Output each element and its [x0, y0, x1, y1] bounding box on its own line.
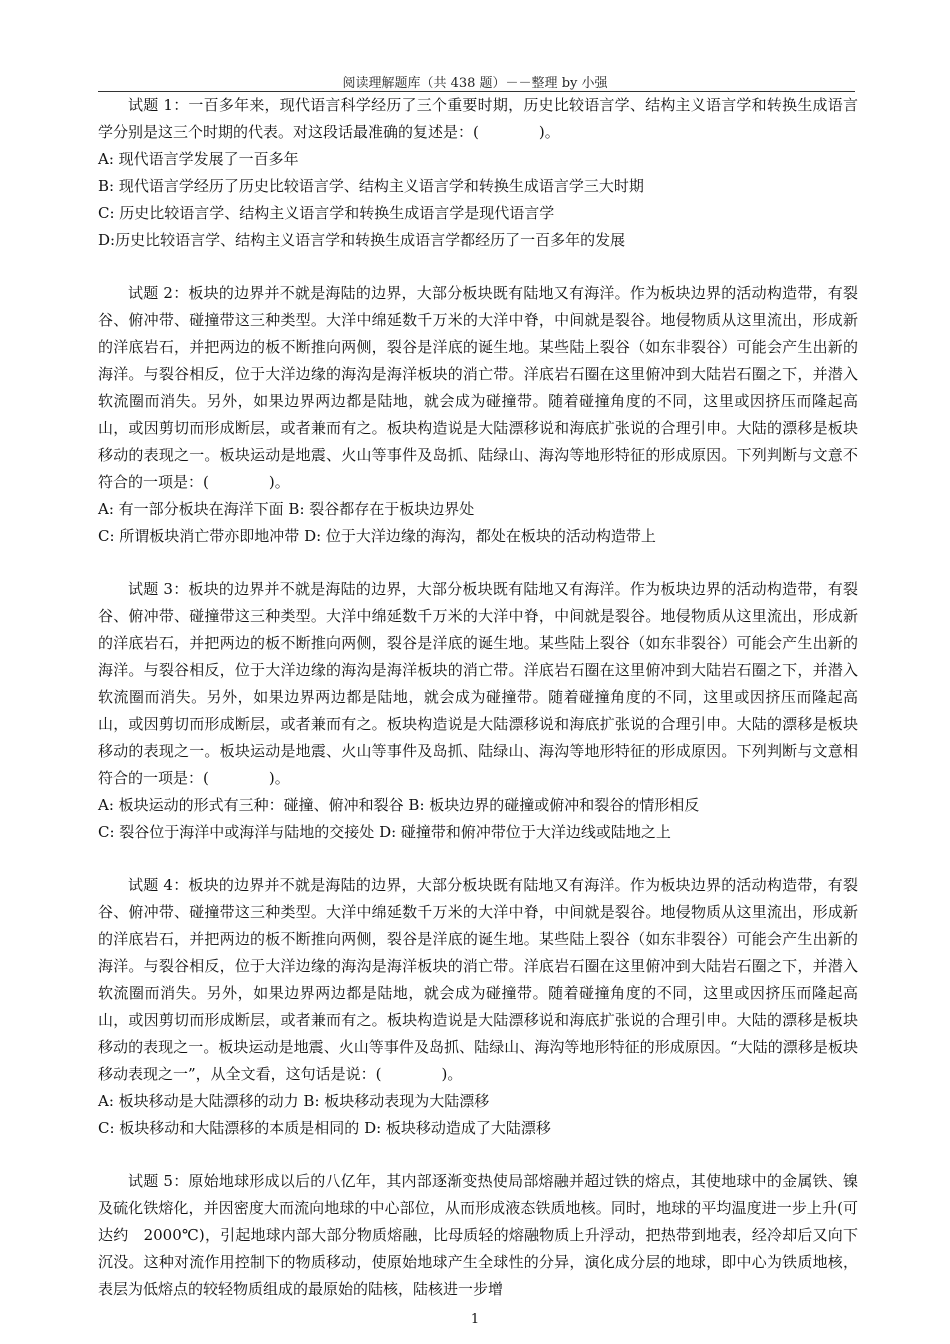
spacer: [98, 1142, 858, 1168]
question-stem: 试题 3：板块的边界并不就是海陆的边界，大部分板块既有陆地又有海洋。作为板块边界的活动构造带，有裂谷、俯冲带、碰撞带这三种类型。大洋中绵延数千万米的大洋中脊，中间就是裂谷。地侵物质从这里流出，形成新的洋底岩石，并把两边的板不断推向两侧，裂谷是洋底的诞生地。某些陆上裂谷（如东非裂谷）可能会产生出新的海洋。与裂谷相反，位于大洋边缘的海沟是海洋板块的消亡带。洋底岩石圈在这里俯冲到大陆岩石圈之下，并潜入软流圈而消失。另外，如果边界两边都是陆地，就会成为碰撞带。随着碰撞角度的不同，这里或因挤压而隆起高山，或因剪切而形成断层，或者兼而有之。板块构造说是大陆漂移说和海底扩张说的合理引申。大陆的漂移是板块移动的表现之一。板块运动是地震、火山等事件及岛抓、陆绿山、海沟等地形特征的形成原因。下列判断与文意相符合的一项是：( )。: [98, 580, 858, 787]
answer-option: A: 有一部分板块在海洋下面 B: 裂谷都存在于板块边界处: [98, 500, 475, 518]
page-header: 阅读理解题库（共 438 题）－－整理 by 小强: [342, 76, 608, 91]
document-body: [98, 92, 858, 1303]
question-stem: 试题 1：一百多年来，现代语言科学经历了三个重要时期，历史比较语言学、结构主义语言学和转换生成语言学分别是这三个时期的代表。对这段话最准确的复述是：( )。: [98, 96, 858, 141]
question-stem: 试题 4：板块的边界并不就是海陆的边界，大部分板块既有陆地又有海洋。作为板块边界的活动构造带，有裂谷、俯冲带、碰撞带这三种类型。大洋中绵延数千万米的大洋中脊，中间就是裂谷。地侵物质从这里流出，形成新的洋底岩石，并把两边的板不断推向两侧，裂谷是洋底的诞生地。某些陆上裂谷（如东非裂谷）可能会产生出新的海洋。与裂谷相反，位于大洋边缘的海沟是海洋板块的消亡带。洋底岩石圈在这里俯冲到大陆岩石圈之下，并潜入软流圈而消失。另外，如果边界两边都是陆地，就会成为碰撞带。随着碰撞角度的不同，这里或因挤压而隆起高山，或因剪切而形成断层，或者兼而有之。板块构造说是大陆漂移说和海底扩张说的合理引申。大陆的漂移是板块移动的表现之一。板块运动是地震、火山等事件及岛抓、陆绿山、海沟等地形特征的形成原因。“大陆的漂移是板块移动表现之一”，从全文看，这句话是说：( )。: [98, 876, 858, 1083]
question-stem: 试题 2：板块的边界并不就是海陆的边界，大部分板块既有陆地又有海洋。作为板块边界的活动构造带，有裂谷、俯冲带、碰撞带这三种类型。大洋中绵延数千万米的大洋中脊，中间就是裂谷。地侵物质从这里流出，形成新的洋底岩石，并把两边的板不断推向两侧，裂谷是洋底的诞生地。某些陆上裂谷（如东非裂谷）可能会产生出新的海洋。与裂谷相反，位于大洋边缘的海沟是海洋板块的消亡带。洋底岩石圈在这里俯冲到大陆岩石圈之下，并潜入软流圈而消失。另外，如果边界两边都是陆地，就会成为碰撞带。随着碰撞角度的不同，这里或因挤压而隆起高山，或因剪切而形成断层，或者兼而有之。板块构造说是大陆漂移说和海底扩张说的合理引申。大陆的漂移是板块移动的表现之一。板块运动是地震、火山等事件及岛抓、陆绿山、海沟等地形特征的形成原因。下列判断与文意不符合的一项是：( )。: [98, 284, 858, 491]
spacer: [98, 846, 858, 872]
answer-option: C: 所谓板块消亡带亦即地冲带 D: 位于大洋边缘的海沟，都处在板块的活动构造带上: [98, 527, 656, 545]
page-number: 1: [470, 1312, 480, 1327]
answer-option: C: 历史比较语言学、结构主义语言学和转换生成语言学是现代语言学: [98, 204, 555, 222]
spacer: [98, 254, 858, 280]
answer-option: C: 裂谷位于海洋中或海洋与陆地的交接处 D: 碰撞带和俯冲带位于大洋边线或陆地之上: [98, 823, 671, 841]
question-stem: 试题 5：原始地球形成以后的八亿年，其内部逐渐变热使局部熔融并超过铁的熔点，其使地球中的金属铁、镍及硫化铁熔化，并因密度大而流向地球的中心部位，从而形成液态铁质地核。同时，地球的平均温度进一步上升(可达约 2000℃)，引起地球内部大部分物质熔融，比母质轻的熔融物质上升浮动，把热带到地表，经冷却后又向下沉没。这种对流作用控制下的物质移动，使原始地球产生全球性的分异，演化成分层的地球，即中心为铁质地核，表层为低熔点的较轻物质组成的最原始的陆核，陆核进一步增: [98, 1172, 858, 1298]
answer-option: A: 板块运动的形式有三种：碰撞、俯冲和裂谷 B: 板块边界的碰撞或俯冲和裂谷的情形相反: [98, 796, 700, 814]
question-block: [98, 872, 858, 1142]
answer-option: D:历史比较语言学、结构主义语言学和转换生成语言学都经历了一百多年的发展: [98, 231, 626, 249]
answer-option: A: 现代语言学发展了一百多年: [98, 150, 299, 168]
question-block: [98, 92, 858, 254]
question-block: [98, 280, 858, 550]
question-block: [98, 576, 858, 846]
answer-option: C: 板块移动和大陆漂移的本质是相同的 D: 板块移动造成了大陆漂移: [98, 1119, 551, 1137]
question-block: [98, 1168, 858, 1303]
answer-option: A: 板块移动是大陆漂移的动力 B: 板块移动表现为大陆漂移: [98, 1092, 490, 1110]
answer-option: B: 现代语言学经历了历史比较语言学、结构主义语言学和转换生成语言学三大时期: [98, 177, 644, 195]
spacer: [98, 550, 858, 576]
